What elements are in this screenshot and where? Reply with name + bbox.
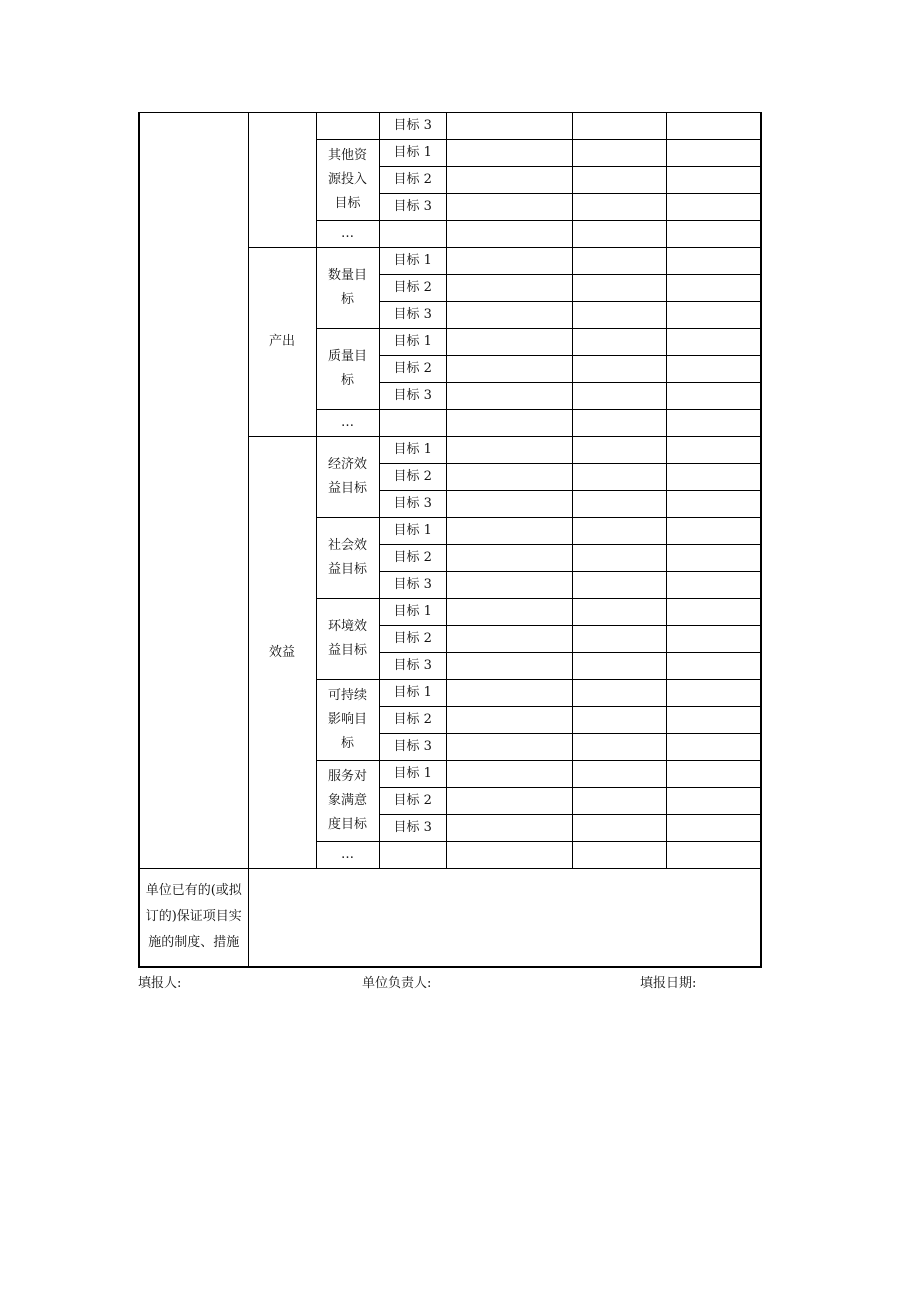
goal-label: 目标 2 — [379, 545, 446, 572]
indicator-cell[interactable] — [446, 572, 572, 599]
quality-goal-label: 质量目标 — [316, 329, 379, 410]
indicator-cell[interactable] — [446, 545, 572, 572]
environment-goal-label: 环境效益目标 — [316, 599, 379, 680]
performance-goal-table — [138, 112, 762, 968]
note-cell[interactable] — [666, 302, 761, 329]
value-cell[interactable] — [572, 518, 666, 545]
indicator-cell[interactable] — [446, 275, 572, 302]
note-cell[interactable] — [666, 842, 761, 869]
goal-label: 目标 3 — [379, 383, 446, 410]
input-category-cell — [248, 113, 316, 248]
indicator-cell[interactable] — [446, 788, 572, 815]
ellipsis-cell: … — [316, 410, 379, 437]
note-cell[interactable] — [666, 680, 761, 707]
indicator-cell[interactable] — [446, 140, 572, 167]
note-cell[interactable] — [666, 356, 761, 383]
signature-footer — [138, 972, 760, 992]
value-cell[interactable] — [572, 356, 666, 383]
goal-label: 目标 1 — [379, 518, 446, 545]
goal-label: 目标 2 — [379, 275, 446, 302]
value-cell[interactable] — [572, 491, 666, 518]
value-cell[interactable] — [572, 545, 666, 572]
goal-label: 目标 3 — [379, 815, 446, 842]
value-cell[interactable] — [572, 464, 666, 491]
note-cell[interactable] — [666, 815, 761, 842]
note-cell[interactable] — [666, 707, 761, 734]
indicator-cell[interactable] — [446, 707, 572, 734]
note-cell[interactable] — [666, 221, 761, 248]
value-cell[interactable] — [572, 437, 666, 464]
note-cell[interactable] — [666, 572, 761, 599]
benefit-category-label: 效益 — [248, 437, 316, 869]
indicator-cell[interactable] — [446, 626, 572, 653]
sustainability-goal-label: 可持续影响目标 — [316, 680, 379, 761]
indicator-cell[interactable] — [446, 491, 572, 518]
note-cell[interactable] — [666, 491, 761, 518]
goal-label: 目标 1 — [379, 329, 446, 356]
note-cell[interactable] — [666, 761, 761, 788]
indicator-cell[interactable] — [446, 167, 572, 194]
indicator-cell[interactable] — [446, 410, 572, 437]
value-cell[interactable] — [572, 680, 666, 707]
value-cell[interactable] — [572, 167, 666, 194]
goal-label: 目标 2 — [379, 356, 446, 383]
goal-label[interactable] — [379, 410, 446, 437]
note-cell[interactable] — [666, 626, 761, 653]
indicator-cell[interactable] — [446, 437, 572, 464]
note-cell[interactable] — [666, 140, 761, 167]
note-cell[interactable] — [666, 248, 761, 275]
social-goal-label: 社会效益目标 — [316, 518, 379, 599]
filler-label: 填报人: — [138, 976, 182, 991]
date-label: 填报日期: — [640, 976, 697, 991]
goal-label: 目标 2 — [379, 788, 446, 815]
goal-label: 目标 1 — [379, 248, 446, 275]
other-resource-label: 其他资源投入目标 — [316, 140, 379, 221]
value-cell[interactable] — [572, 248, 666, 275]
indicator-cell[interactable] — [446, 680, 572, 707]
value-cell[interactable] — [572, 653, 666, 680]
value-cell[interactable] — [572, 761, 666, 788]
value-cell[interactable] — [572, 140, 666, 167]
value-cell[interactable] — [572, 329, 666, 356]
goal-label: 目标 2 — [379, 464, 446, 491]
goal-label[interactable] — [379, 842, 446, 869]
value-cell[interactable] — [572, 599, 666, 626]
economic-goal-label: 经济效益目标 — [316, 437, 379, 518]
goal-label: 目标 2 — [379, 167, 446, 194]
value-cell[interactable] — [572, 707, 666, 734]
note-cell[interactable] — [666, 653, 761, 680]
goal-label: 目标 1 — [379, 680, 446, 707]
note-cell[interactable] — [666, 788, 761, 815]
goal-label: 目标 3 — [379, 572, 446, 599]
note-cell[interactable] — [666, 329, 761, 356]
satisfaction-goal-label: 服务对象满意度目标 — [316, 761, 379, 842]
note-cell[interactable] — [666, 545, 761, 572]
goal-label: 目标 2 — [379, 626, 446, 653]
goal-label: 目标 3 — [379, 194, 446, 221]
note-cell[interactable] — [666, 518, 761, 545]
goal-label: 目标 1 — [379, 761, 446, 788]
indicator-cell[interactable] — [446, 113, 572, 140]
quantity-goal-label: 数量目标 — [316, 248, 379, 329]
unit-head-label: 单位负责人: — [362, 976, 432, 991]
value-cell[interactable] — [572, 410, 666, 437]
value-cell[interactable] — [572, 626, 666, 653]
value-cell[interactable] — [572, 383, 666, 410]
note-cell[interactable] — [666, 734, 761, 761]
note-cell[interactable] — [666, 194, 761, 221]
goal-label: 目标 3 — [379, 734, 446, 761]
goal-label[interactable] — [379, 221, 446, 248]
value-cell[interactable] — [572, 788, 666, 815]
measures-label: 单位已有的(或拟订的)保证项目实施的制度、措施 — [139, 869, 248, 967]
value-cell[interactable] — [572, 734, 666, 761]
indicator-cell[interactable] — [446, 302, 572, 329]
output-category-label: 产出 — [248, 248, 316, 437]
value-cell[interactable] — [572, 815, 666, 842]
indicator-cell[interactable] — [446, 842, 572, 869]
goal-label: 目标 3 — [379, 113, 446, 140]
indicator-cell[interactable] — [446, 194, 572, 221]
indicator-cell[interactable] — [446, 464, 572, 491]
goal-label: 目标 1 — [379, 599, 446, 626]
goal-label: 目标 3 — [379, 302, 446, 329]
indicator-cell[interactable] — [446, 221, 572, 248]
value-cell[interactable] — [572, 275, 666, 302]
indicator-cell[interactable] — [446, 356, 572, 383]
indicator-cell[interactable] — [446, 599, 572, 626]
indicator-cell[interactable] — [446, 653, 572, 680]
first-level-indicator-cell — [139, 113, 248, 869]
goal-label: 目标 1 — [379, 140, 446, 167]
goal-label: 目标 3 — [379, 653, 446, 680]
goal-label: 目标 3 — [379, 491, 446, 518]
goal-label: 目标 2 — [379, 707, 446, 734]
measures-content-cell[interactable] — [248, 869, 761, 967]
indicator-cell[interactable] — [446, 329, 572, 356]
ellipsis-cell: … — [316, 221, 379, 248]
indicator-cell[interactable] — [446, 248, 572, 275]
value-cell[interactable] — [572, 113, 666, 140]
input-subcategory-cell — [316, 113, 379, 140]
note-cell[interactable] — [666, 383, 761, 410]
indicator-cell[interactable] — [446, 761, 572, 788]
value-cell[interactable] — [572, 572, 666, 599]
note-cell[interactable] — [666, 464, 761, 491]
value-cell[interactable] — [572, 194, 666, 221]
note-cell[interactable] — [666, 113, 761, 140]
goal-label: 目标 1 — [379, 437, 446, 464]
value-cell[interactable] — [572, 221, 666, 248]
note-cell[interactable] — [666, 275, 761, 302]
note-cell[interactable] — [666, 599, 761, 626]
note-cell[interactable] — [666, 437, 761, 464]
indicator-cell[interactable] — [446, 518, 572, 545]
indicator-cell[interactable] — [446, 734, 572, 761]
indicator-cell[interactable] — [446, 815, 572, 842]
note-cell[interactable] — [666, 167, 761, 194]
value-cell[interactable] — [572, 302, 666, 329]
indicator-cell[interactable] — [446, 383, 572, 410]
note-cell[interactable] — [666, 410, 761, 437]
ellipsis-cell: … — [316, 842, 379, 869]
value-cell[interactable] — [572, 842, 666, 869]
